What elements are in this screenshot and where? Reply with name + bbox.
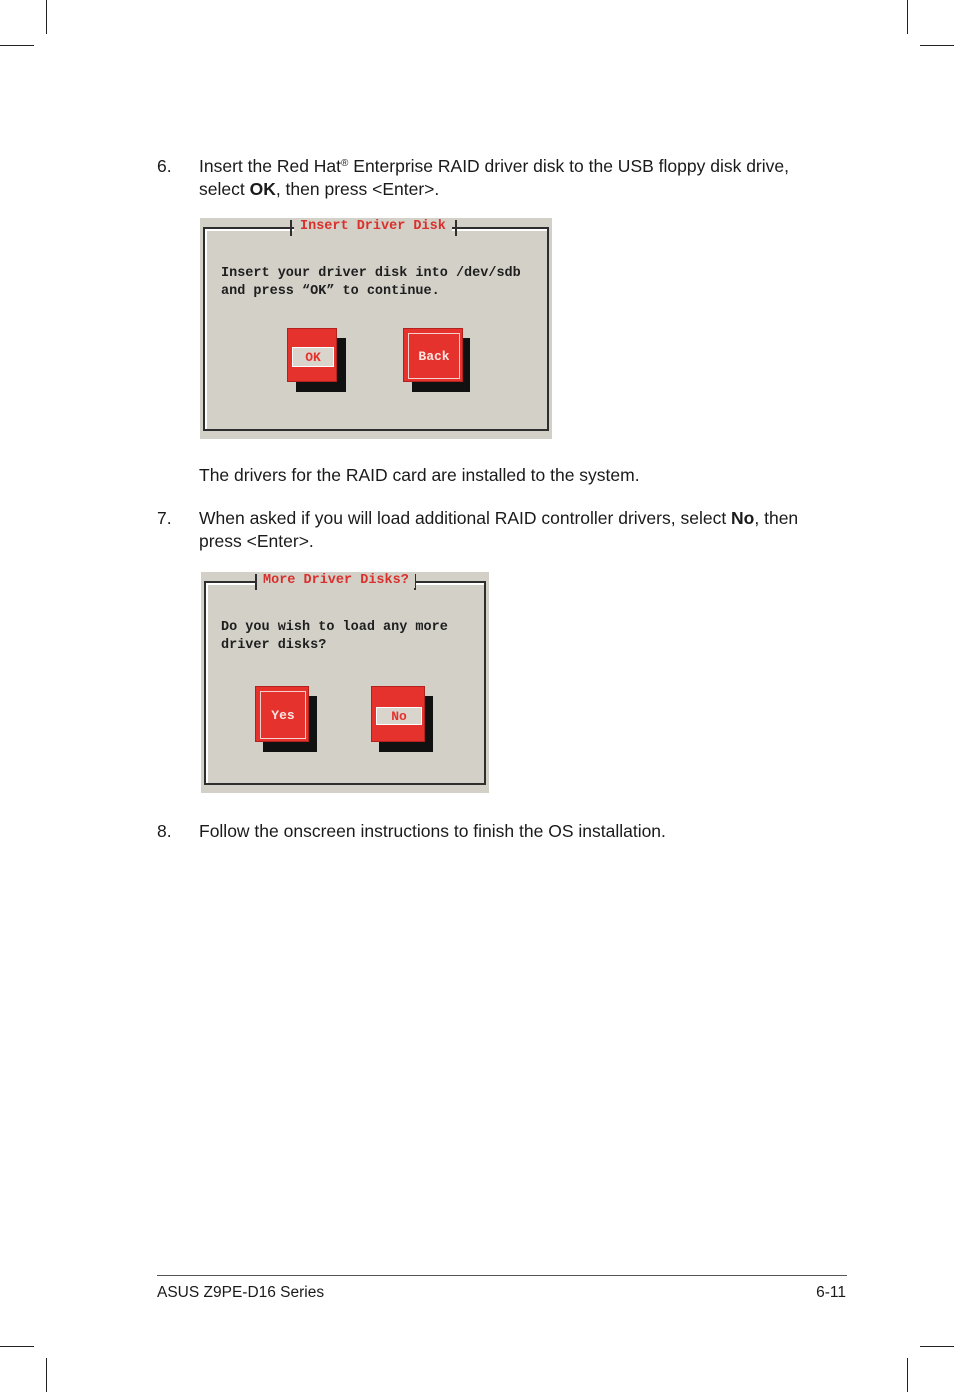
crop-mark [0, 45, 34, 46]
crop-mark [907, 1358, 908, 1392]
yes-button-label: Yes [260, 691, 306, 739]
dialog-frame [204, 581, 486, 785]
crop-mark [920, 45, 954, 46]
yes-button[interactable] [255, 686, 319, 754]
crop-mark [0, 1346, 34, 1347]
dialog-title: More Driver Disks? [257, 573, 415, 588]
ok-button[interactable] [287, 328, 347, 394]
insert-driver-disk-dialog [200, 218, 552, 439]
step-text: When asked if you will load additional RAID controller drivers, select No, then press <Enter>. [199, 508, 799, 551]
dialog-frame [203, 227, 549, 431]
crop-mark [46, 0, 47, 34]
step-number: 8. [157, 821, 172, 841]
back-button-label: Back [408, 333, 460, 379]
step-number: 7. [157, 508, 172, 528]
dialog-message: Do you wish to load any more driver disks? [221, 620, 448, 653]
drivers-installed-note: The drivers for the RAID card are installed to the system. [199, 465, 640, 485]
footer-rule [157, 1275, 847, 1276]
crop-mark [920, 1346, 954, 1347]
step-text: Follow the onscreen instructions to finish the OS installation. [199, 821, 666, 841]
title-tick-left [290, 220, 292, 236]
step-number: 6. [157, 156, 172, 176]
title-tick-right [455, 220, 457, 236]
ok-button-label: OK [292, 347, 334, 367]
dialog-message: Insert your driver disk into /dev/sdb and press “OK” to continue. [221, 266, 521, 299]
no-button[interactable] [371, 686, 435, 754]
step-text: Insert the Red Hat® Enterprise RAID driver disk to the USB floppy disk drive, select OK, then press <Enter>. [199, 156, 789, 199]
footer-page-number: 6-11 [816, 1284, 846, 1301]
footer-product: ASUS Z9PE-D16 Series [157, 1284, 325, 1301]
dialog-title: Insert Driver Disk [294, 219, 452, 234]
back-button[interactable] [403, 328, 475, 394]
more-driver-disks-dialog [201, 572, 489, 793]
crop-mark [46, 1358, 47, 1392]
no-button-label: No [376, 707, 422, 725]
registered-mark: ® [341, 158, 349, 169]
crop-mark [907, 0, 908, 34]
